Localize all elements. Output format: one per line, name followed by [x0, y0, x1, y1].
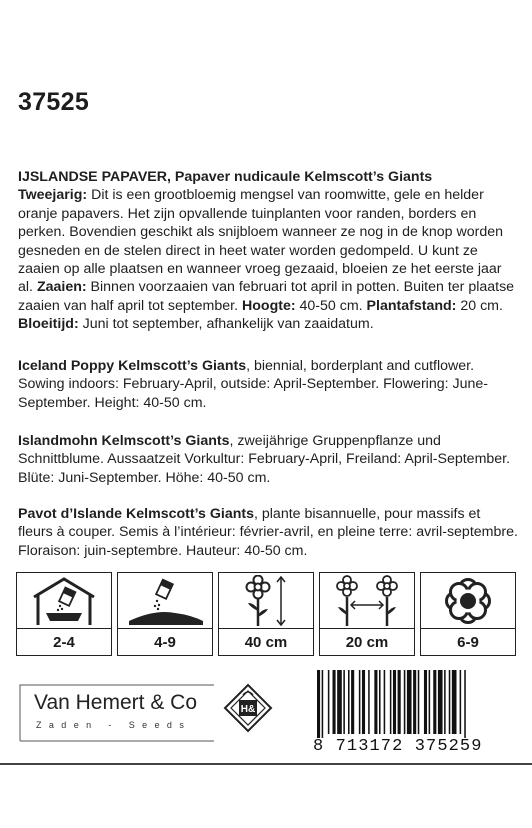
growing-icons-row	[16, 572, 516, 656]
icon-cell-indoor-sowing	[16, 572, 112, 656]
german-body: , zweijährige Gruppenpflanze und Schnittblume. Aussaatzeit Vorkultur: February-April, Freiland: April-September. Blüte: Juni-September. Höhe: 40-50 cm.	[18, 433, 511, 486]
barcode-bar	[343, 670, 345, 734]
bloom-months: 6-9	[457, 633, 479, 651]
barcode-bar	[328, 670, 330, 734]
plant-spacing-value: 20 cm	[345, 633, 389, 651]
outdoor-sowing-icon	[125, 575, 205, 627]
dutch-body-4: 20 cm.	[456, 297, 503, 314]
barcode-bar	[322, 670, 324, 738]
barcode-bar	[407, 670, 412, 734]
icon-cell-outdoor-sowing	[117, 572, 213, 656]
biennial-label: Tweejarig:	[18, 187, 88, 204]
brand-tagline: Zaden - Seeds	[36, 720, 192, 730]
barcode-bar	[413, 670, 416, 734]
brand-name: Van Hemert & Co	[34, 691, 198, 714]
barcode-bar	[398, 670, 401, 734]
greenhouse-sowing-icon	[24, 575, 104, 627]
german-description	[18, 432, 518, 487]
barcode-bar	[429, 670, 431, 734]
barcode-bar	[374, 670, 377, 734]
dutch-body-2: Binnen voorzaaien van februari tot april in potten. Buiten ter plaatse zaaien van half april tot september.	[18, 279, 515, 314]
barcode-bar	[438, 670, 443, 734]
outdoor-sowing-months: 4-9	[154, 633, 176, 651]
barcode-bar	[348, 670, 350, 734]
dutch-body-1: Dit is een grootbloemig mengsel van roomwitte, gele en helder oranje papavers. Het zijn opvallende tuinplanten voor randen, borders en perken. Bovendien geschikt als snijbloem wanneer ze nog in de knop worden gesneden en de stelen direct in heet water worden gedompeld. U kunt ze zaaien op alle plaatsen en wanneer vroeg gezaaid, bloeien ze het eerste jaar al.	[18, 187, 504, 296]
plant-height-icon	[226, 575, 306, 627]
french-description	[18, 505, 518, 560]
german-title: Islandmohn Kelmscott’s Giants	[18, 433, 230, 449]
barcode-bar	[418, 670, 420, 734]
article-number: 37525	[18, 88, 90, 116]
barcode-bar	[460, 670, 462, 734]
svg-text:H&: H&	[240, 704, 256, 715]
barcode-bars	[313, 670, 523, 738]
french-title: Pavot d’Islande Kelmscott’s Giants	[18, 506, 254, 522]
spacing-label: Plantafstand:	[366, 297, 457, 314]
barcode-bar	[362, 670, 365, 734]
barcode-bar	[433, 670, 436, 734]
barcode-bar	[390, 670, 392, 734]
dutch-body-5: Juni tot september, afhankelijk van zaaidatum.	[78, 316, 374, 333]
barcode-digits: 8 713172 375259	[313, 737, 483, 756]
english-description	[18, 357, 518, 412]
dutch-title: IJSLANDSE PAPAVER, Papaver nudicaule Kelmscott’s Giants	[18, 169, 433, 185]
product-barcode	[313, 670, 523, 760]
icon-cell-spacing	[319, 572, 415, 656]
icon-cell-bloom	[420, 572, 516, 656]
height-label: Hoogte:	[241, 297, 296, 314]
barcode-bar	[424, 670, 427, 734]
barcode-bar	[379, 670, 381, 734]
brand-logo	[18, 683, 273, 743]
french-body: , plante bisannuelle, pour massifs et fleurs à couper. Semis à l’intérieur: février-avril, en pleine terre: avril-septembre. Floraison: juin-septembre. Hauteur: 40-50 cm.	[18, 506, 518, 559]
dutch-body-3: 40-50 cm.	[295, 297, 367, 314]
icon-cell-height	[218, 572, 314, 656]
barcode-bar	[337, 670, 342, 734]
bottom-divider	[0, 763, 532, 765]
barcode-bar	[393, 670, 396, 734]
barcode-bar	[404, 670, 406, 734]
barcode-bar	[452, 670, 457, 734]
barcode-bar	[464, 670, 466, 738]
plant-spacing-icon	[327, 575, 407, 627]
barcode-bar	[449, 670, 451, 734]
brand-emblem-icon	[223, 683, 273, 733]
barcode-bar	[368, 670, 370, 734]
barcode-bar	[384, 670, 386, 734]
barcode-bar	[333, 670, 336, 734]
barcode-bar	[359, 670, 361, 734]
barcode-bar	[444, 670, 446, 734]
barcode-bar	[351, 670, 354, 734]
english-body: , biennial, borderplant and cutflower. Sowing indoors: February-April, outside: April-September. Flowering: June-September. Height: 40-50 cm.	[18, 358, 488, 411]
indoor-sowing-months: 2-4	[53, 633, 75, 651]
sowing-label: Zaaien:	[36, 279, 87, 296]
dutch-description	[18, 168, 518, 334]
barcode-bar	[317, 670, 320, 738]
flower-bloom-icon	[428, 575, 508, 627]
english-title: Iceland Poppy Kelmscott’s Giants	[18, 358, 247, 374]
bloom-label: Bloeitijd:	[18, 316, 79, 333]
plant-height-value: 40 cm	[244, 633, 288, 651]
